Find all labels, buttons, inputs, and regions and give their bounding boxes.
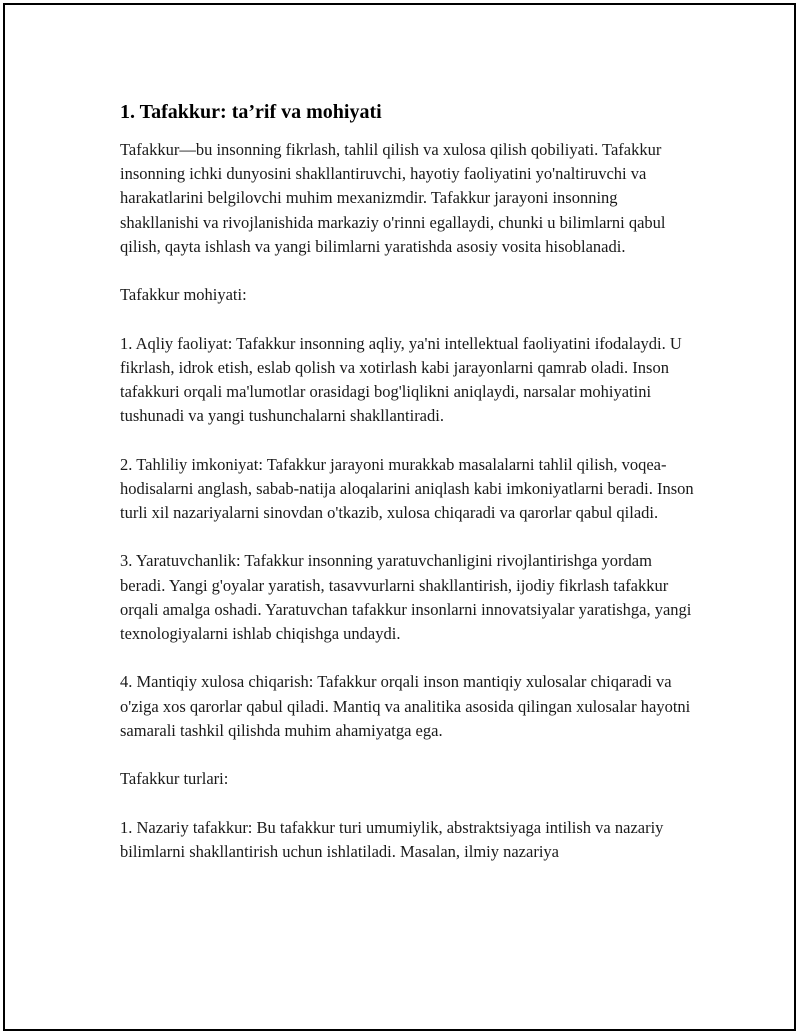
document-page xyxy=(3,3,796,1031)
paragraph-item-logical-conclusion: 4. Mantiqiy xulosa chiqarish: Tafakkur orqali inson mantiqiy xulosalar chiqaradi va o'ziga xos qarorlar qabul qiladi. Mantiq va analitika asosida qilingan xulosalar hayotni samarali tashkil qilishda muhim ahamiyatga ega. xyxy=(120,672,691,740)
paragraph-definition: Tafakkur—bu insonning fikrlash, tahlil qilish va xulosa qilish qobiliyati. Tafakkur insonning ichki dunyosini shakllantiruvchi, hayotiy faoliyatini yo'naltiruvchi va harakatlarini belgilovchi muhim mexanizmdir. Tafakkur jarayoni insonning shakllanishi va rivojlanishida markaziy o'rinni egallaydi, chunki u bilimlarni qabul qilish, qayta ishlash va yangi bilimlarni yaratishda asosiy vosita hisoblanadi. xyxy=(120,140,666,256)
paragraph-item-creativity: 3. Yaratuvchanlik: Tafakkur insonning yaratuvchanligini rivojlantirishga yordam beradi. Yangi g'oyalar yaratish, tasavvurlarni shakllantirish, ijodiy fikrlash tafakkur orqali amalga oshadi. Yaratuvchan tafakkur insonlarni innovatsiyalar yaratishga, yangi texnologiyalarni ishlab chiqishga undaydi. xyxy=(120,551,692,643)
document-body xyxy=(120,100,700,888)
paragraph-essence-heading: Tafakkur mohiyati: xyxy=(120,285,247,305)
paragraph-item-analytical: 2. Tahliliy imkoniyat: Tafakkur jarayoni murakkab masalalarni tahlil qilish, voqea-hodisalarni anglash, sabab-natija aloqalarini aniqlash kabi imkoniyatlarni beradi. Inson turli xil nazariyalarni sinovdan o'tkazib, xulosa chiqaradi va qarorlar qabul qiladi. xyxy=(120,454,694,522)
section-heading: 1. Tafakkur: ta’rif va mohiyati xyxy=(120,101,382,123)
paragraph-item-theoretical: 1. Nazariy tafakkur: Bu tafakkur turi umumiylik, abstraktsiyaga intilish va nazariy bilimlarni shakllantirish uchun ishlatiladi. Masalan, ilmiy nazariya xyxy=(120,817,664,861)
paragraph-item-mental-activity: 1. Aqliy faoliyat: Tafakkur insonning aqliy, ya'ni intellektual faoliyatini ifodalaydi. U fikrlash, idrok etish, eslab qolish va xotirlash kabi jarayonlarni qamrab oladi. Inson tafakkuri orqali ma'lumotlar orasidagi bog'liqlikni aniqlaydi, narsalar mohiyatini tushunadi va yangi tushunchalarni shakllantiradi. xyxy=(120,333,682,426)
paragraph-types-heading: Tafakkur turlari: xyxy=(120,769,229,789)
